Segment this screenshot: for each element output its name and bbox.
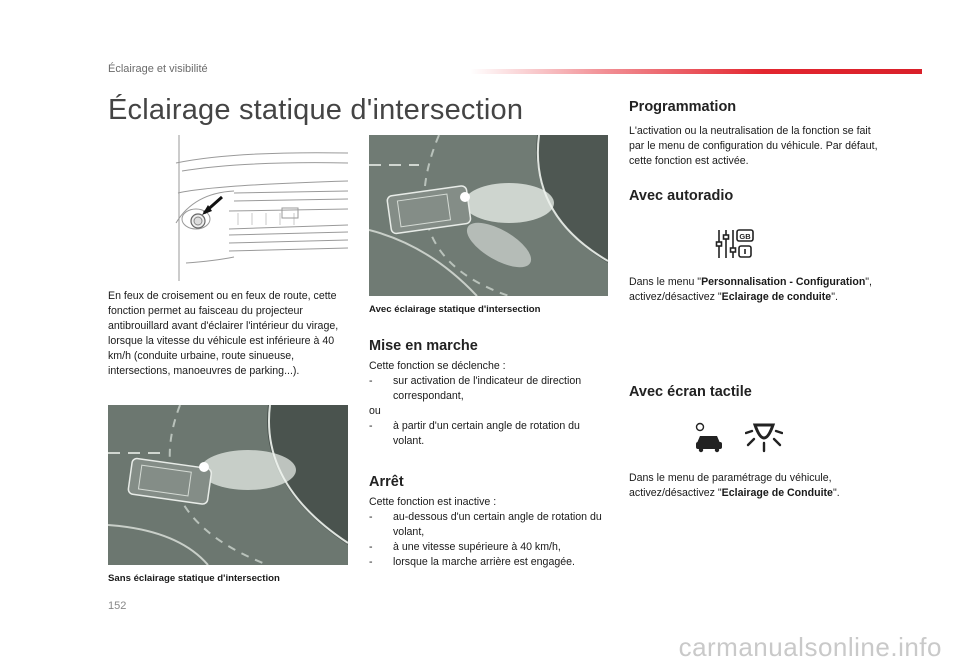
touchscreen-heading: Avec écran tactile: [629, 384, 752, 400]
footer-watermark[interactable]: carmanualsonline.info: [678, 632, 942, 662]
activation-or: ou: [369, 405, 381, 417]
section-header: Éclairage et visibilité: [108, 63, 208, 75]
radio-icon-label: GB: [739, 232, 751, 241]
list-item: - à partir d'un certain angle de rotation du volant.: [369, 420, 580, 447]
header-rule: [470, 69, 922, 74]
scene-image-without-lighting: [108, 405, 348, 565]
radio-instructions: Dans le menu "Personnalisation - Configuration", activez/désactivez "Eclairage de conduite".: [629, 276, 873, 303]
activation-heading: Mise en marche: [369, 338, 478, 354]
touchscreen-instructions: Dans le menu de paramétrage du véhicule, activez/désactivez "Eclairage de Conduite".: [629, 472, 840, 499]
list-item: - au-dessous d'un certain angle de rotation du volant,: [369, 511, 602, 538]
list-item: - à une vitesse supérieure à 40 km/h,: [369, 541, 561, 553]
stop-heading: Arrêt: [369, 474, 404, 490]
scene-image-with-lighting: [369, 135, 608, 296]
radio-settings-icon: [715, 226, 755, 260]
activation-lead: Cette fonction se déclenche :: [369, 360, 506, 372]
touchscreen-option: Eclairage de Conduite: [721, 487, 833, 499]
programming-text: L'activation ou la neutralisation de la fonction se fait par le menu de configuration du véhicule. Par défaut, cette fonction est activée.: [629, 125, 878, 167]
stop-text: [369, 495, 607, 570]
fog-lamp-illustration: [174, 133, 348, 281]
radio-option: Eclairage de conduite: [721, 291, 832, 303]
driving-lighting-icon: [745, 421, 783, 453]
radio-menu-path: Personnalisation - Configuration: [701, 276, 866, 288]
list-item: - sur activation de l'indicateur de direction correspondant,: [369, 375, 582, 402]
stop-lead: Cette fonction est inactive :: [369, 496, 497, 508]
list-item: - lorsque la marche arrière est engagée.: [369, 556, 575, 568]
radio-heading: Avec autoradio: [629, 188, 734, 204]
activation-text: [369, 359, 607, 449]
caption-without-lighting: Sans éclairage statique d'intersection: [108, 573, 280, 584]
intro-paragraph: En feux de croisement ou en feux de route, cette fonction permet au faisceau du projecteur antibrouillard avant d'éclairer l'intérieur du virage, lorsque la vitesse du véhicule est inférieure à 40 km/h (conduite urbaine, route sinueuse, intersections, manoeuvres de parking...).: [108, 290, 339, 377]
caption-with-lighting: Avec éclairage statique d'intersection: [369, 304, 541, 315]
page-number: 152: [108, 600, 127, 612]
vehicle-settings-icon: [693, 421, 725, 453]
programming-heading: Programmation: [629, 99, 737, 115]
page-title: Éclairage statique d'intersection: [108, 94, 524, 126]
